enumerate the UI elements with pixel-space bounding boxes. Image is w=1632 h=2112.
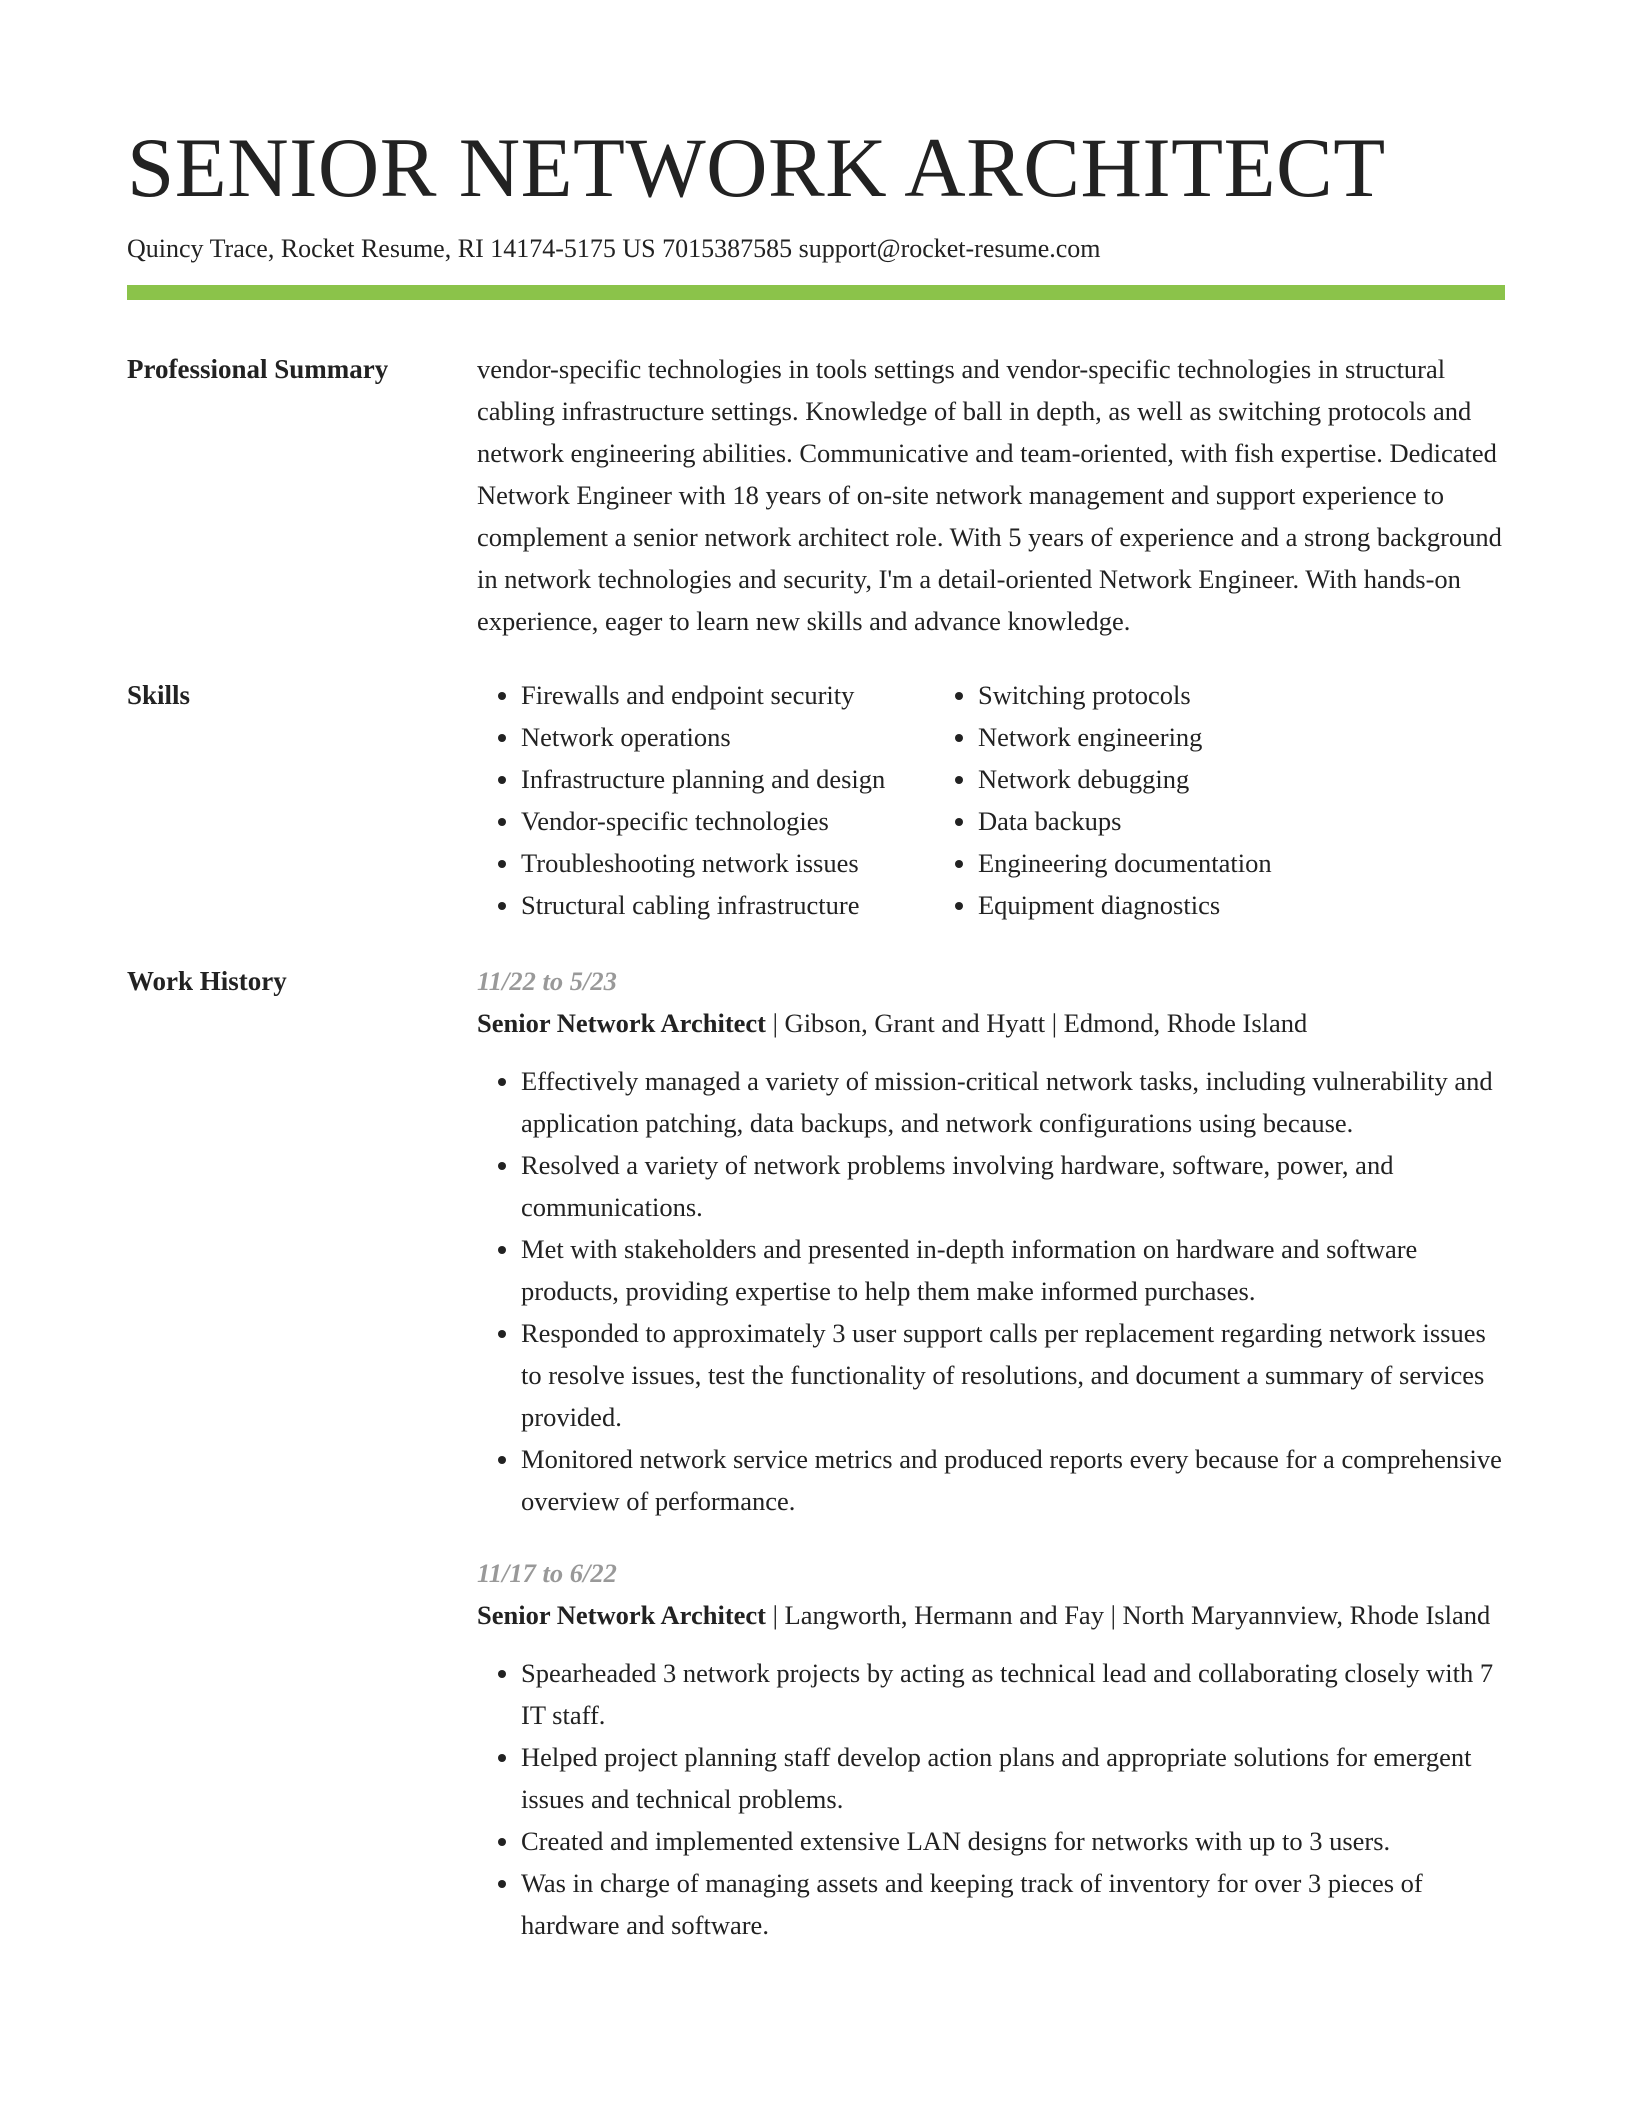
skills-list-right	[934, 674, 1272, 926]
skill-item: • Infrastructure planning and design	[521, 758, 934, 800]
summary-text: vendor-specific technologies in tools settings and vendor-specific technologies in structural cabling infrastructure settings. Knowledge of ball in depth, as well as switching protocols and network engineering abilities. Communicative and team-oriented, with fish expertise. Dedicated Network Engineer with 18 years of on-site network management and support experience to complement a senior network architect role. With 5 years of experience and a strong background in network technologies and security, I'm a detail-oriented Network Engineer. With hands-on experience, eager to learn new skills and advance knowledge.	[477, 354, 1502, 636]
job-bullet: • Spearheaded 3 network projects by acting as technical lead and collaborating closely with 7 IT staff.	[521, 1652, 1505, 1736]
job-dates: 11/17 to 6/22	[477, 1558, 617, 1588]
job-bullet: • Responded to approximately 3 user support calls per replacement regarding network issues to resolve issues, test the functionality of resolutions, and document a summary of services provided.	[521, 1312, 1505, 1438]
skill-item: • Structural cabling infrastructure	[521, 884, 934, 926]
job-bullet: • Helped project planning staff develop action plans and appropriate solutions for emergent issues and technical problems.	[521, 1736, 1505, 1820]
skill-item: • Network debugging	[978, 758, 1272, 800]
skill-item: • Network engineering	[978, 716, 1272, 758]
job-bullet: • Resolved a variety of network problems involving hardware, software, power, and communications.	[521, 1144, 1505, 1228]
job-bullet: • Effectively managed a variety of mission-critical network tasks, including vulnerability and application patching, data backups, and network configurations using because.	[521, 1060, 1505, 1144]
skill-item: • Switching protocols	[978, 674, 1272, 716]
job-dates: 11/22 to 5/23	[477, 966, 617, 996]
job-employer-location: | Langworth, Hermann and Fay | North Maryannview, Rhode Island	[766, 1600, 1491, 1630]
job-employer-location: | Gibson, Grant and Hyatt | Edmond, Rhode Island	[766, 1008, 1308, 1038]
skill-item: • Engineering documentation	[978, 842, 1272, 884]
job-bullets	[477, 1060, 1505, 1522]
skill-item: • Equipment diagnostics	[978, 884, 1272, 926]
work-history-section	[127, 960, 1505, 1976]
skills-heading: Skills	[127, 680, 191, 710]
job-bullet: • Met with stakeholders and presented in-depth information on hardware and software products, providing expertise to help them make informed purchases.	[521, 1228, 1505, 1312]
contact-info: Quincy Trace, Rocket Resume, RI 14174-5175 US 7015387585 support@rocket-resume.com	[127, 234, 1101, 263]
summary-section	[127, 348, 1505, 642]
skill-item: • Data backups	[978, 800, 1272, 842]
job-title-line	[477, 1002, 1505, 1044]
skill-item: • Network operations	[521, 716, 934, 758]
skills-list-left	[477, 674, 934, 926]
job-entry	[477, 960, 1505, 1522]
job-entry	[477, 1552, 1505, 1946]
skill-item: • Vendor-specific technologies	[521, 800, 934, 842]
skills-section	[127, 674, 1505, 926]
job-title: Senior Network Architect	[477, 1008, 766, 1038]
job-bullet: • Created and implemented extensive LAN designs for networks with up to 3 users.	[521, 1820, 1505, 1862]
job-title-line	[477, 1594, 1505, 1636]
job-bullets	[477, 1652, 1505, 1946]
job-bullet: • Monitored network service metrics and produced reports every because for a comprehensive overview of performance.	[521, 1438, 1505, 1522]
accent-divider	[127, 285, 1505, 300]
work-history-heading: Work History	[127, 966, 287, 996]
summary-heading: Professional Summary	[127, 354, 389, 384]
resume-title: SENIOR NETWORK ARCHITECT	[127, 121, 1386, 215]
skill-item: • Firewalls and endpoint security	[521, 674, 934, 716]
job-bullet: • Was in charge of managing assets and keeping track of inventory for over 3 pieces of hardware and software.	[521, 1862, 1505, 1946]
skill-item: • Troubleshooting network issues	[521, 842, 934, 884]
job-title: Senior Network Architect	[477, 1600, 766, 1630]
